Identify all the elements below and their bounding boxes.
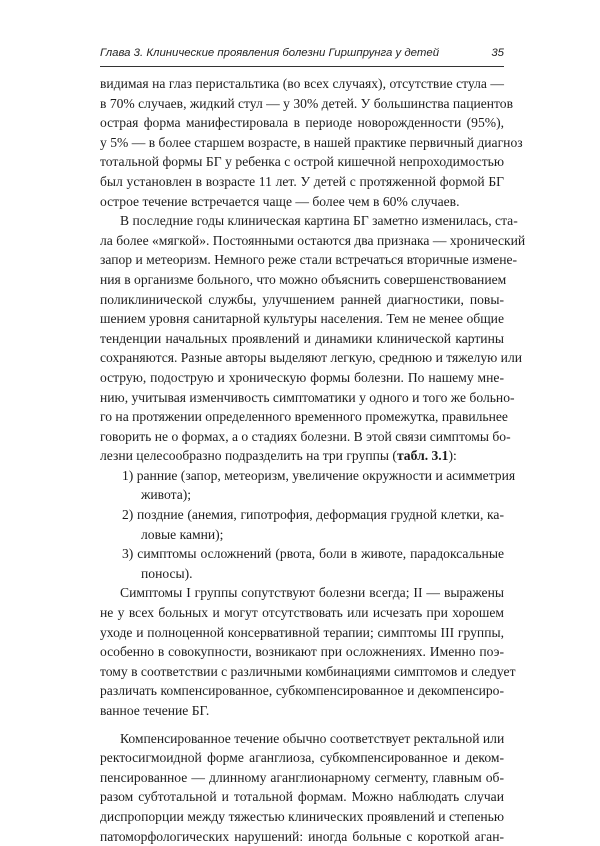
text-line-with-table-ref xyxy=(100,446,504,466)
text-line: ректосигмоидной форме аганглиоза, субкомпенсированное и деком- xyxy=(100,750,504,766)
text-line: острая форма манифестировала в периоде новорожденности (95%), xyxy=(100,115,504,131)
text-line: был установлен в возрасте 11 лет. У детей с протяженной формой БГ xyxy=(100,173,504,189)
list-item-3-cont: поносы). xyxy=(141,565,193,581)
page-number: 35 xyxy=(491,47,504,59)
list-item-2-cont: ловые камни); xyxy=(141,526,224,542)
text-line: ния в организме больного, что можно объяснить совершенствованием xyxy=(100,271,507,287)
text-line: уходе и полноценной консервативной терапии; симптомы III группы, xyxy=(100,624,504,640)
text-line: тотальной формы БГ у ребенка с острой кишечной непроходимостью xyxy=(100,154,504,170)
paragraph-gap xyxy=(100,721,504,729)
text-line: у 5% — в более старшем возрасте, в нашей практике первичный диагноз xyxy=(100,134,523,150)
text-line: острое течение встречается чаще — более чем в 60% случаев. xyxy=(100,193,460,209)
text-line: не у всех больных и могут отсутствовать или исчезать при хорошем xyxy=(100,605,504,621)
list-item-2: 2) поздние (анемия, гипотрофия, деформация грудной клетки, ка- xyxy=(122,507,504,523)
chapter-title: Глава 3. Клинические проявления болезни Гиршпрунга у детей xyxy=(100,47,440,59)
text-line: патоморфологических нарушений: иногда больные с короткой аган- xyxy=(100,828,504,844)
text-line: го на протяжении определенного временного промежутка, правильнее xyxy=(100,409,508,425)
text-line: пенсированное — длинному аганглионарному сегменту, главным об- xyxy=(100,769,504,785)
list-item-1-cont: живота); xyxy=(141,487,192,503)
text-line: Компенсированное течение обычно соответствует ректальной или xyxy=(120,730,505,746)
text-line: поликлинической службы, улучшением ранней диагностики, повы- xyxy=(100,291,504,307)
table-reference[interactable]: табл. 3.1 xyxy=(396,448,449,464)
text-line: диспропорции между тяжестью клинических проявлений и степенью xyxy=(100,808,504,824)
list-item-3: 3) симптомы осложнений (рвота, боли в животе, парадоксальные xyxy=(122,546,504,562)
text-line: острую, подострую и хроническую формы болезни. По нашему мне- xyxy=(100,369,504,385)
text-segment: ): xyxy=(448,448,457,464)
text-line: видимая на глаз перистальтика (во всех случаях), отсутствие стула — xyxy=(100,76,504,91)
list-item-1: 1) ранние (запор, метеоризм, увеличение окружности и асимметрия xyxy=(122,467,516,483)
text-line: ванное течение БГ. xyxy=(100,703,210,718)
text-line: говорить не о формах, а о стадиях болезни. В этой связи симптомы бо- xyxy=(100,428,511,444)
running-header xyxy=(100,46,504,67)
text-line: тому в соответствии с различными комбинациями симптомов и следует xyxy=(100,663,516,679)
text-segment: лезни целесообразно подразделить на три группы ( xyxy=(100,448,397,464)
text-line: нию, учитывая изменчивость симптоматики у одного и того же больно- xyxy=(100,389,515,405)
text-line: тенденции начальных проявлений и динамики клинической картины xyxy=(100,330,504,346)
text-line: особенно в совокупности, возникают при осложнениях. Именно поэ- xyxy=(100,644,504,660)
text-line: шением уровня санитарной культуры населения. Тем не менее общие xyxy=(100,311,504,327)
text-line: различать компенсированное, субкомпенсированное и декомпенсиро- xyxy=(100,683,504,699)
text-line: сохраняются. Разные авторы выделяют легкую, среднюю и тяжелую или xyxy=(100,350,523,366)
text-line: ла более «мягкой». Постоянными остаются два признака — хронический xyxy=(100,232,526,248)
text-line: разом субтотальной и тотальной формам. Можно наблюдать случаи xyxy=(100,789,504,805)
text-line: в 70% случаев, жидкий стул — у 30% детей. У большинства пациентов xyxy=(100,95,514,111)
text-line: Симптомы I группы сопутствуют болезни всегда; II — выражены xyxy=(120,585,504,601)
page-body xyxy=(100,74,526,846)
text-line: запор и метеоризм. Немного реже стали встречаться вторичные измене- xyxy=(100,252,518,268)
text-line: В последние годы клиническая картина БГ заметно изменилась, ста- xyxy=(120,213,518,229)
